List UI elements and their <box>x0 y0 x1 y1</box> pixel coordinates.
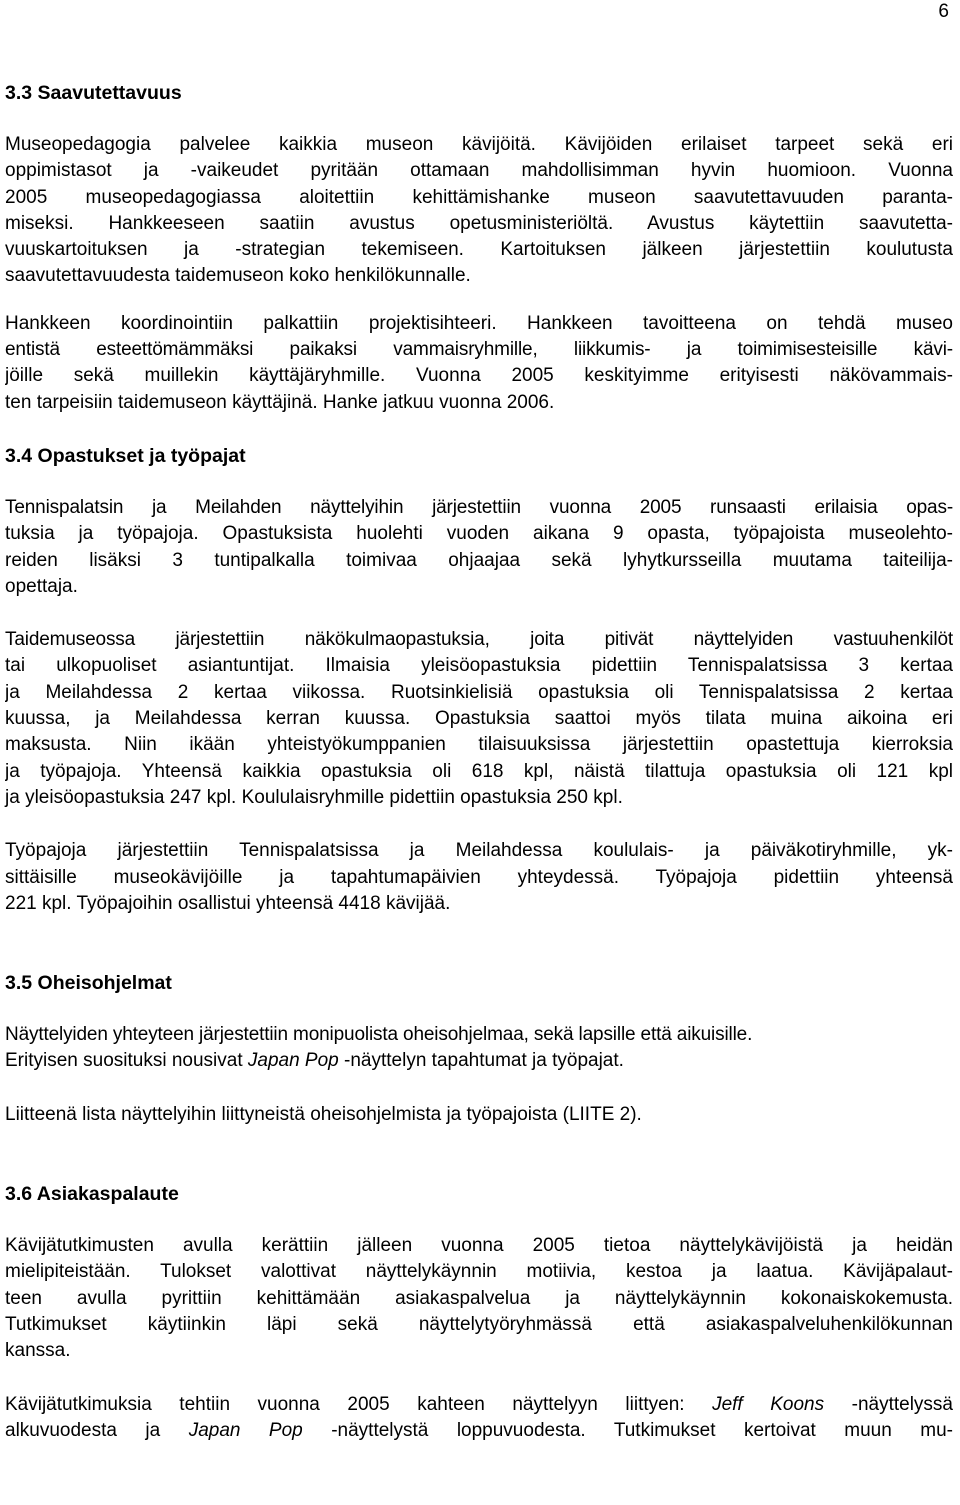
text-line <box>5 1048 953 1074</box>
text-line: ja työpajoja. Yhteensä kaikkia opastuksia oli 618 kpl, näistä tilattuja opastuksia oli 121 kpl <box>5 760 953 782</box>
text-line: kanssa. <box>5 1340 71 1362</box>
text-line: oppimistasot ja -vaikeudet pyritään ottamaan mahdollisimman hyvin huomioon. Vuonna <box>5 160 953 182</box>
text-line: jöille sekä muillekin käyttäjäryhmille. Vuonna 2005 keskityimme erityisesti näkövammais- <box>5 365 953 387</box>
text-span: -näyttelystä loppuvuodesta. Tutkimukset kertoivat muun mu- <box>302 1419 953 1441</box>
section-heading-3-5: 3.5 Oheisohjelmat <box>5 972 172 995</box>
section-heading-3-6: 3.6 Asiakaspalaute <box>5 1183 179 1206</box>
paragraph <box>5 132 953 290</box>
text-line: vuuskartoituksen ja -strategian tekemiseen. Kartoituksen jälkeen järjestettiin koulutusta <box>5 239 953 261</box>
paragraph <box>5 1233 953 1364</box>
text-line: tuksia ja työpajoja. Opastuksista huolehti vuoden aikana 9 opasta, työpajoista museolehto- <box>5 523 953 545</box>
text-line: 2005 museopedagogiassa aloitettiin kehittämishanke museon saavutettavuuden paranta- <box>5 186 953 208</box>
text-line: maksusta. Niin ikään yhteistyökumppanien tilaisuuksissa järjestettiin opastettuja kierroksia <box>5 734 953 756</box>
paragraph <box>5 1022 953 1075</box>
text-line: Tutkimukset käytiinkin läpi sekä näyttelytyöryhmässä että asiakaspalveluhenkilökunnan <box>5 1313 953 1335</box>
text-line: Liitteenä lista näyttelyihin liittyneistä oheisohjelmista ja työpajoista (LIITE 2). <box>5 1103 642 1125</box>
text-line: mielipiteistään. Tulokset valottivat näyttelykäynnin motiivia, kestoa ja laatua. Kävijäpalaut- <box>5 1261 953 1283</box>
text-span: -näyttelyssä <box>824 1393 953 1415</box>
text-line: Näyttelyiden yhteyteen järjestettiin monipuolista oheisohjelmaa, sekä lapsille että aikuisille. <box>5 1024 753 1046</box>
text-span: Kävijätutkimuksia tehtiin vuonna 2005 kahteen näyttelyyn liittyen: <box>5 1393 713 1415</box>
text-line: teen avulla pyrittiin kehittämään asiakaspalvelua ja näyttelykäynnin kokonaiskokemusta. <box>5 1287 953 1309</box>
text-line: ten tarpeisiin taidemuseon käyttäjinä. Hanke jatkuu vuonna 2006. <box>5 391 555 413</box>
text-line: ja yleisöopastuksia 247 kpl. Koululaisryhmille pidettiin opastuksia 250 kpl. <box>5 786 623 808</box>
text-line: miseksi. Hankkeeseen saatiin avustus opetusministeriöltä. Avustus käytettiin saavutetta- <box>5 212 953 234</box>
paragraph <box>5 495 953 600</box>
text-line: Tennispalatsin ja Meilahden näyttelyihin järjestettiin vuonna 2005 runsaasti erilaisia opas- <box>5 496 953 518</box>
text-line: Museopedagogia palvelee kaikkia museon kävijöitä. Kävijöiden erilaiset tarpeet sekä eri <box>5 134 953 155</box>
text-line: ja Meilahdessa 2 kertaa viikossa. Ruotsinkielisiä opastuksia oli Tennispalatsissa 2 kertaa <box>5 681 953 703</box>
text-line: reiden lisäksi 3 tuntipalkalla toimivaa ohjaajaa sekä lyhytkursseilla muutama taiteilija- <box>5 549 953 571</box>
exhibition-title: Jeff Koons <box>712 1393 825 1415</box>
exhibition-title: Japan Pop <box>247 1050 339 1072</box>
text-span: alkuvuodesta ja <box>5 1419 189 1441</box>
paragraph <box>5 838 953 917</box>
text-line: Hankkeen koordinointiin palkattiin projektisihteeri. Hankkeen tavoitteena on tehdä museo <box>5 312 953 334</box>
text-line <box>5 1392 953 1418</box>
text-line: sittäisille museokävijöille ja tapahtumapäivien yhteydessä. Työpajoja pidettiin yhteensä <box>5 866 953 888</box>
text-line: opettaja. <box>5 575 78 597</box>
section-heading-3-3: 3.3 Saavutettavuus <box>5 82 182 104</box>
text-line: Taidemuseossa järjestettiin näkökulmaopastuksia, joita pitivät näyttelyiden vastuuhenkilöt <box>5 629 953 651</box>
text-line: Kävijätutkimusten avulla kerättiin jälleen vuonna 2005 tietoa näyttelykävijöistä ja heidän <box>5 1235 953 1257</box>
paragraph <box>5 627 953 811</box>
text-line: kuussa, ja Meilahdessa kerran kuussa. Opastuksia saattoi myös tilata muina aikoina eri <box>5 708 953 730</box>
text-span: -näyttelyn tapahtumat ja työpajat. <box>338 1050 624 1072</box>
text-line: 221 kpl. Työpajoihin osallistui yhteensä 4418 kävijää. <box>5 892 451 914</box>
text-line <box>5 1418 953 1444</box>
text-line: Työpajoja järjestettiin Tennispalatsissa ja Meilahdessa koululais- ja päiväkotiryhmille, yk- <box>5 840 953 862</box>
page-number: 6 <box>938 1 949 22</box>
exhibition-title: Japan Pop <box>188 1419 303 1441</box>
paragraph <box>5 1392 953 1445</box>
text-span: Erityisen suosituksi nousivat <box>5 1050 248 1072</box>
paragraph <box>5 1102 953 1128</box>
paragraph <box>5 311 953 416</box>
text-line: entistä esteettömämmäksi paikaksi vammaisryhmille, liikkumis- ja toimimisesteisille kävi- <box>5 339 953 361</box>
document-body <box>5 80 953 1444</box>
text-line: tai ulkopuoliset asiantuntijat. Ilmaisia yleisöopastuksia pidettiin Tennispalatsissa 3 kertaa <box>5 655 953 677</box>
text-line: saavutettavuudesta taidemuseon koko henkilökunnalle. <box>5 265 471 287</box>
section-heading-3-4: 3.4 Opastukset ja työpajat <box>5 444 246 467</box>
